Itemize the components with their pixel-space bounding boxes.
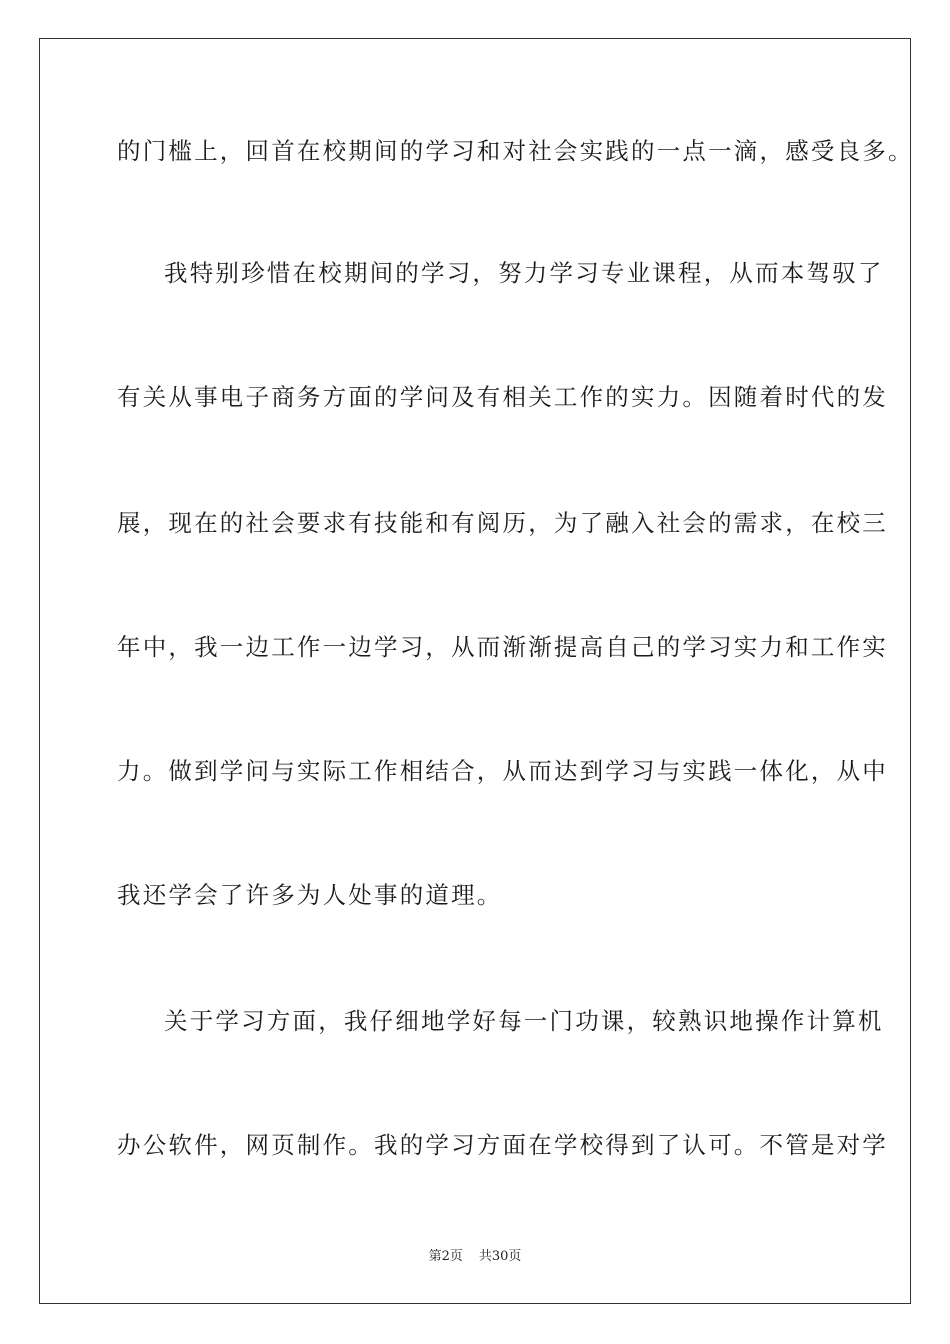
text-line-9: 办公软件，网页制作。我的学习方面在学校得到了认可。不管是对学 [117, 1131, 888, 1159]
text-line-5: 年中，我一边工作一边学习，从而渐渐提高自己的学习实力和工作实 [117, 633, 888, 661]
text-line-8: 关于学习方面，我仔细地学好每一门功课，较熟识地操作计算机 [164, 1007, 884, 1035]
text-line-3: 有关从事电子商务方面的学问及有相关工作的实力。因随着时代的发 [117, 383, 888, 411]
text-line-4: 展，现在的社会要求有技能和有阅历，为了融入社会的需求，在校三 [117, 509, 888, 537]
text-line-7: 我还学会了许多为人处事的道理。 [117, 881, 503, 909]
text-line-1: 的门槛上，回首在校期间的学习和对社会实践的一点一滴，感受良多。 [117, 137, 914, 165]
page-number: 第2页 [428, 1249, 463, 1264]
page-footer [0, 1248, 950, 1266]
page-total: 共30页 [478, 1249, 522, 1264]
page-border [39, 38, 914, 1304]
text-line-6: 力。做到学问与实际工作相结合，从而达到学习与实践一体化，从中 [117, 757, 888, 785]
text-line-2: 我特别珍惜在校期间的学习，努力学习专业课程，从而本驾驭了 [164, 259, 884, 287]
